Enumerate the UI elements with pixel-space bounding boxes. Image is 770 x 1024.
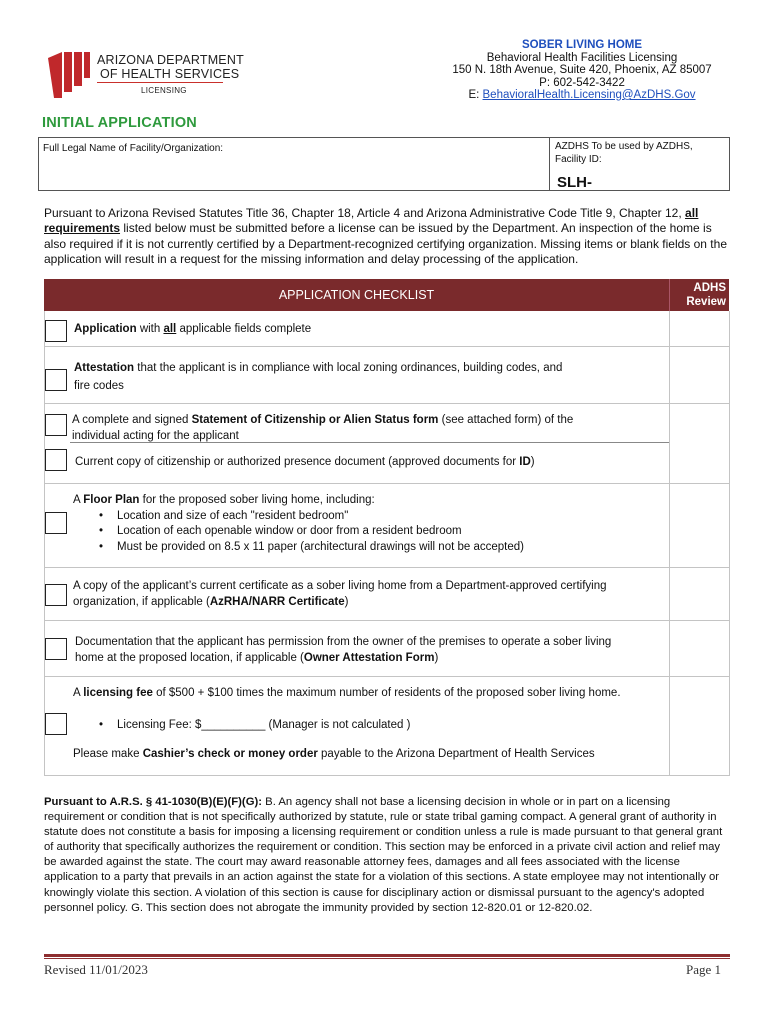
intro-paragraph: Pursuant to Arizona Revised Statutes Title 36, Chapter 18, Article 4 and Arizona Administrative Code Title 9, Chapter 12, all requirements listed below must be submitted before a license can be issued by the Department. An inspection of the home is also required if it is not currently certified by a Department-recognized certifying organization. Missing items or blank fields on the application will result in a request for the missing information and delay processing of the application.	[44, 206, 727, 267]
revision-date: Revised 11/01/2023	[44, 962, 148, 977]
checklist-item-licensing-fee: A licensing fee of $500 + $100 times the maximum number of residents of the proposed sober living home. • Licensing Fee: $__________ (Manager is not calculated ) Please make Cashier’s check or money order payable to the Arizona Department of Health Services	[73, 686, 669, 763]
checkbox-floor-plan[interactable]	[45, 512, 67, 534]
checklist-item-owner-attestation: Documentation that the applicant has permission from the owner of the premises to operate a sober living home at the proposed location, if applicable (Owner Attestation Form)	[75, 636, 612, 664]
checkbox-licensing-fee[interactable]	[45, 713, 67, 735]
grid-line	[44, 403, 730, 404]
grid-line	[44, 346, 730, 347]
checkbox-citizenship-document[interactable]	[45, 449, 67, 471]
agency-division: LICENSING	[141, 86, 187, 95]
grid-line	[44, 676, 730, 677]
checkbox-owner-attestation[interactable]	[45, 638, 67, 660]
grid-line	[669, 311, 670, 776]
azdhs-label: AZDHS To be used by AZDHS, Facility ID:	[555, 141, 693, 165]
email-link[interactable]: BehavioralHealth.Licensing@AzDHS.Gov	[482, 89, 696, 101]
footer-rule	[44, 958, 730, 959]
checklist-item-attestation: Attestation that the applicant is in compliance with local zoning ordinances, building codes, and fire codes	[74, 362, 563, 392]
form-title: INITIAL APPLICATION	[42, 115, 197, 131]
agency-name: ARIZONA DEPARTMENT OF HEALTH SERVICES	[97, 53, 244, 81]
id-box-divider	[549, 137, 550, 191]
facility-id-field[interactable]: SLH-	[557, 174, 592, 191]
checklist-item-citizenship-form: A complete and signed Statement of Citizenship or Alien Status form (see attached form) of the individual acting for the applicant	[72, 414, 574, 442]
checkbox-citizenship-form[interactable]	[45, 414, 67, 436]
floor-plan-bullet: • Location of each openable window or door from a resident bedroom	[73, 524, 667, 540]
checkbox-certificate[interactable]	[45, 584, 67, 606]
checklist-header: APPLICATION CHECKLIST	[44, 279, 669, 311]
checkbox-attestation[interactable]	[45, 369, 67, 391]
grid-line	[729, 311, 730, 776]
page-number: Page 1	[686, 962, 722, 977]
review-column-header: ADHS Review	[669, 279, 729, 311]
grid-line	[44, 567, 730, 568]
checklist-item-application: Application with all applicable fields complete	[74, 323, 312, 335]
floor-plan-bullet: • Must be provided on 8.5 x 11 paper (architectural drawings will not be accepted)	[73, 540, 667, 556]
program-title: SOBER LIVING HOME	[521, 39, 643, 51]
checklist-item-citizenship-document: Current copy of citizenship or authorized presence document (approved documents for ID)	[75, 456, 535, 468]
footer-rule	[44, 954, 730, 957]
licensing-fee-input[interactable]: • Licensing Fee: $__________ (Manager is not calculated )	[73, 718, 669, 734]
grid-line	[44, 483, 730, 484]
adhs-logo-icon	[44, 52, 92, 98]
logo-divider	[97, 82, 223, 83]
grid-line	[44, 620, 730, 621]
checkbox-application[interactable]	[45, 320, 67, 342]
grid-line	[44, 775, 730, 776]
statute-paragraph: Pursuant to A.R.S. § 41-1030(B)(E)(F)(G): B. An agency shall not base a licensing decision in whole or in part on a licensing requirement or condition that is not specifically authorized by statute, rule or state tribal gaming compact. A general grant of authority in statute does not constitute a basis for imposing a licensing requirement or condition unless a rule is made pursuant to that general grant of authority that specifically authorizes the requirement or condition. This section may be enforced in a private civil action and relief may be awarded against the state. The court may award reasonable attorney fees, damages and all fees associated with the license application to a party that prevails in an action against the state for a violation of this sections. A state employee may not intentionally or knowingly violate this section. A violation of this section is cause for disciplinary action or dismissal pursuant to the agency's adopted personnel policy. G. This section does not abrogate the immunity provided by section 12-820.01 or 12-820.02.	[44, 796, 723, 914]
contact-block: SOBER LIVING HOME Behavioral Health Facilities Licensing 150 N. 18th Avenue, Suite 420, Phoenix, AZ 85007 P: 602-542-3422 E: BehavioralHealth.Licensing@AzDHS.Gov	[430, 39, 734, 102]
checklist-item-floor-plan: A Floor Plan for the proposed sober living home, including: • Location and size of each "resident bedroom" • Location of each openable window or door from a resident bedroom • Must be provided on 8.5 x 11 paper (architectural drawings will not be accepted)	[73, 493, 667, 555]
checklist-item-certificate: A copy of the applicant’s current certificate as a sober living home from a Department-approved certifying organization, if applicable (AzRHA/NARR Certificate)	[73, 580, 607, 608]
floor-plan-bullet: • Location and size of each "resident bedroom"	[73, 509, 667, 525]
facility-name-field[interactable]: Full Legal Name of Facility/Organization:	[43, 143, 224, 154]
